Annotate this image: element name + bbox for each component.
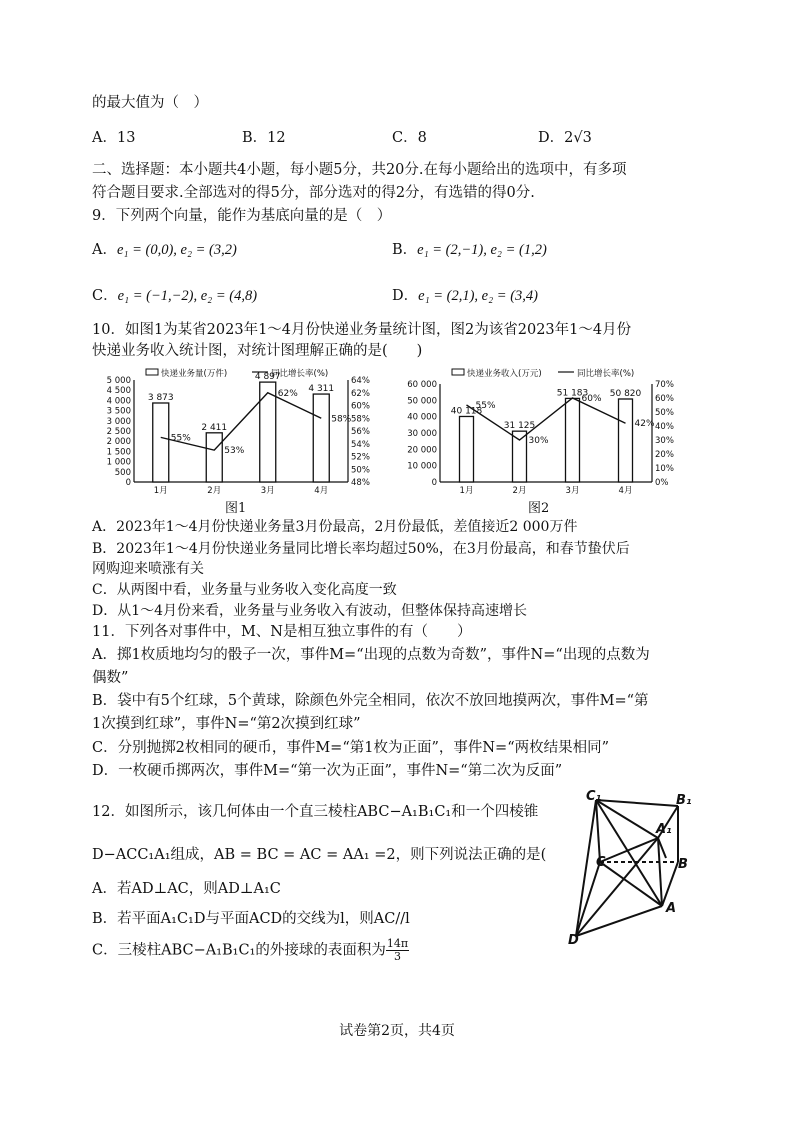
- figure2-express-revenue-chart: [390, 366, 686, 498]
- y2-tick-label: 52%: [351, 452, 370, 463]
- label-b1: B₁: [676, 793, 692, 808]
- y-tick-label: 5 000: [106, 376, 131, 386]
- x-tick-label: 2月: [512, 486, 527, 496]
- y2-tick-label: 40%: [655, 422, 674, 432]
- y-tick-label: 10 000: [407, 461, 437, 472]
- legend-line-label: 同比增长率(%): [577, 369, 635, 379]
- bar-value-label: 3 873: [147, 392, 174, 403]
- bar-value-label: 40 118: [450, 406, 483, 417]
- label-a: A: [666, 901, 677, 916]
- y2-tick-label: 0%: [655, 478, 669, 488]
- line-value-label: 60%: [581, 394, 602, 404]
- q11-option-a-line1[interactable]: A．掷1枚质地均匀的骰子一次，事件M=“出现的点数为奇数”，事件N=“出现的点数为: [92, 647, 650, 663]
- q10-option-b-line2[interactable]: 网购迎来喷涨有关: [92, 561, 204, 577]
- legend-bar-label: 快递业务量(万件): [161, 369, 228, 379]
- y-tick-label: 500: [114, 467, 131, 478]
- q8-option-c[interactable]: C．8: [392, 130, 427, 146]
- q8-option-a[interactable]: A．13: [92, 130, 136, 146]
- q10-stem-line1: 10．如图1为某省2023年1～4月份快递业务量统计图，图2为该省2023年1～4月份: [92, 322, 632, 338]
- x-tick-label: 3月: [260, 486, 275, 496]
- label-a1: A₁: [656, 822, 672, 837]
- y-tick-label: 30 000: [407, 429, 437, 439]
- x-tick-label: 2月: [207, 486, 222, 496]
- line-value-label: 55%: [475, 401, 496, 411]
- bar-2: [513, 431, 527, 482]
- label-c: C: [596, 855, 606, 870]
- q12-option-b[interactable]: B．若平面A₁C₁D与平面ACD的交线为l，则AC//l: [92, 911, 410, 927]
- bar-value-label: 2 411: [201, 422, 228, 433]
- q12-stem-line1: 12．如图所示，该几何体由一个直三棱柱ABC−A₁B₁C₁和一个四棱锥: [92, 804, 539, 820]
- q9-option-b[interactable]: B．e₁ = (2,−1), e₂ = (1,2): [392, 242, 547, 258]
- bar-value-label: 4 311: [308, 384, 335, 395]
- q11-option-c[interactable]: C．分别抛掷2枚相同的硬币，事件M=“第1枚为正面”，事件N=“两枚结果相同”: [92, 740, 610, 756]
- line-value-label: 53%: [224, 446, 245, 457]
- bar-2: [206, 433, 222, 482]
- legend-bar-swatch: [452, 369, 464, 375]
- y-tick-label: 2 000: [106, 437, 131, 448]
- q12-option-a[interactable]: A．若AD⊥AC，则AD⊥A₁C: [92, 881, 281, 897]
- x-tick-label: 4月: [314, 486, 329, 496]
- y2-tick-label: 60%: [655, 394, 674, 404]
- y-tick-label: 20 000: [407, 445, 437, 456]
- y2-tick-label: 20%: [655, 450, 674, 460]
- y-tick-label: 2 500: [106, 427, 131, 437]
- label-b: B: [678, 857, 688, 872]
- q10-option-d[interactable]: D．从1～4月份来看，业务量与业务收入有波动，但整体保持高速增长: [92, 603, 528, 619]
- y2-tick-label: 48%: [351, 478, 370, 488]
- q10-option-a[interactable]: A．2023年1～4月份快递业务量3月份最高，2月份最低，差值接近2 000万件: [92, 519, 578, 535]
- y2-tick-label: 62%: [351, 388, 370, 399]
- bar-value-label: 50 820: [609, 388, 642, 399]
- y2-tick-label: 64%: [351, 376, 370, 386]
- bar-value-label: 51 183: [556, 388, 589, 399]
- q8-stem-tail: 的最大值为（ ）: [92, 95, 208, 111]
- q9-option-d[interactable]: D．e₁ = (2,1), e₂ = (3,4): [392, 288, 538, 304]
- y-tick-label: 4 000: [106, 396, 131, 407]
- y2-tick-label: 30%: [655, 436, 674, 446]
- y2-tick-label: 70%: [655, 380, 674, 390]
- q11-option-d[interactable]: D．一枚硬币掷两次，事件M=“第一次为正面”，事件N=“第二次为反面”: [92, 763, 563, 779]
- line-value-label: 62%: [277, 388, 298, 399]
- section2-instructions-line2: 符合题目要求.全部选对的得5分，部分选对的得2分，有选错的得0分.: [92, 185, 535, 201]
- q11-option-a-line2[interactable]: 偶数”: [92, 670, 129, 686]
- q12-option-c[interactable]: C．三棱柱ABC−A₁B₁C₁的外接球的表面积为 $\frac{14\pi}{3}$: [92, 937, 409, 963]
- y-tick-label: 1 500: [106, 447, 131, 458]
- bar-value-label: 31 125: [503, 421, 536, 432]
- y-tick-label: 50 000: [407, 396, 437, 407]
- q10-option-b-line1[interactable]: B．2023年1～4月份快递业务量同比增长率均超过50%，在3月份最高，和春节蛰伏后: [92, 541, 630, 557]
- q11-stem: 11．下列各对事件中，M、N是相互独立事件的有（ ）: [92, 624, 472, 640]
- y2-tick-label: 60%: [351, 401, 370, 412]
- bar-4: [313, 394, 329, 482]
- bar-1: [153, 403, 169, 482]
- x-tick-label: 4月: [618, 486, 633, 496]
- q9-stem: 9．下列两个向量，能作为基底向量的是（ ）: [92, 208, 392, 224]
- q11-option-b-line1[interactable]: B．袋中有5个红球，5个黄球，除颜色外完全相同，依次不放回地摸两次，事件M=“第: [92, 693, 649, 709]
- legend-bar-label: 快递业务收入(万元): [467, 369, 542, 379]
- section2-instructions-line1: 二、选择题：本小题共4小题，每小题5分，共20分.在每小题给出的选项中，有多项: [92, 162, 627, 178]
- bar-value-label: 4 897: [254, 372, 281, 383]
- y-tick-label: 1 000: [106, 457, 131, 468]
- y-tick-label: 40 000: [407, 412, 437, 423]
- figure1-express-volume-chart: [96, 366, 376, 498]
- y-tick-label: 3 000: [106, 416, 131, 427]
- q8-option-d[interactable]: D．2√3: [538, 130, 592, 146]
- q8-option-b[interactable]: B．12: [242, 130, 286, 146]
- q9-option-a[interactable]: A．e₁ = (0,0), e₂ = (3,2): [92, 242, 237, 258]
- q12-stem-line2: D−ACC₁A₁组成，AB = BC = AC = AA₁ =2，则下列说法正确的是(: [92, 847, 547, 863]
- y-tick-label: 4 500: [106, 386, 131, 397]
- line-value-label: 42%: [634, 419, 655, 430]
- x-tick-label: 1月: [459, 486, 474, 496]
- y2-tick-label: 58%: [351, 414, 370, 425]
- label-c1: C₁: [586, 789, 602, 804]
- y2-tick-label: 50%: [351, 465, 370, 476]
- y2-tick-label: 54%: [351, 439, 370, 450]
- y-tick-label: 0: [431, 478, 437, 488]
- bar-3: [260, 382, 276, 482]
- x-tick-label: 1月: [153, 486, 168, 496]
- bar-3: [566, 398, 580, 482]
- q10-stem-line2: 快递业务收入统计图，对统计图理解正确的是( ): [92, 343, 423, 359]
- y-tick-label: 3 500: [106, 406, 131, 417]
- legend-line-label: 同比增长率(%): [271, 369, 329, 379]
- figure1-caption: 图1: [225, 501, 247, 516]
- y2-tick-label: 50%: [655, 408, 674, 418]
- y-tick-label: 0: [125, 478, 131, 488]
- y-tick-label: 60 000: [407, 380, 437, 390]
- q12-solid-figure: [556, 788, 696, 946]
- y2-tick-label: 10%: [655, 464, 674, 474]
- page-footer: 试卷第2页，共4页: [339, 1023, 455, 1039]
- bar-1: [460, 416, 474, 482]
- line-value-label: 58%: [331, 414, 352, 425]
- legend-bar-swatch: [146, 369, 158, 375]
- line-value-label: 30%: [528, 436, 549, 446]
- q11-option-b-line2[interactable]: 1次摸到红球”，事件N=“第2次摸到红球”: [92, 716, 361, 732]
- y2-tick-label: 56%: [351, 427, 370, 437]
- bar-4: [619, 399, 633, 482]
- q10-option-c[interactable]: C．从两图中看，业务量与业务收入变化高度一致: [92, 582, 397, 598]
- line-value-label: 55%: [170, 433, 191, 444]
- q12-option-c-fraction: $\frac{14\pi}{3}$: [386, 937, 409, 963]
- label-d: D: [568, 933, 579, 946]
- q9-option-c[interactable]: C．e₁ = (−1,−2), e₂ = (4,8): [92, 288, 258, 304]
- x-tick-label: 3月: [565, 486, 580, 496]
- figure2-caption: 图2: [528, 501, 550, 516]
